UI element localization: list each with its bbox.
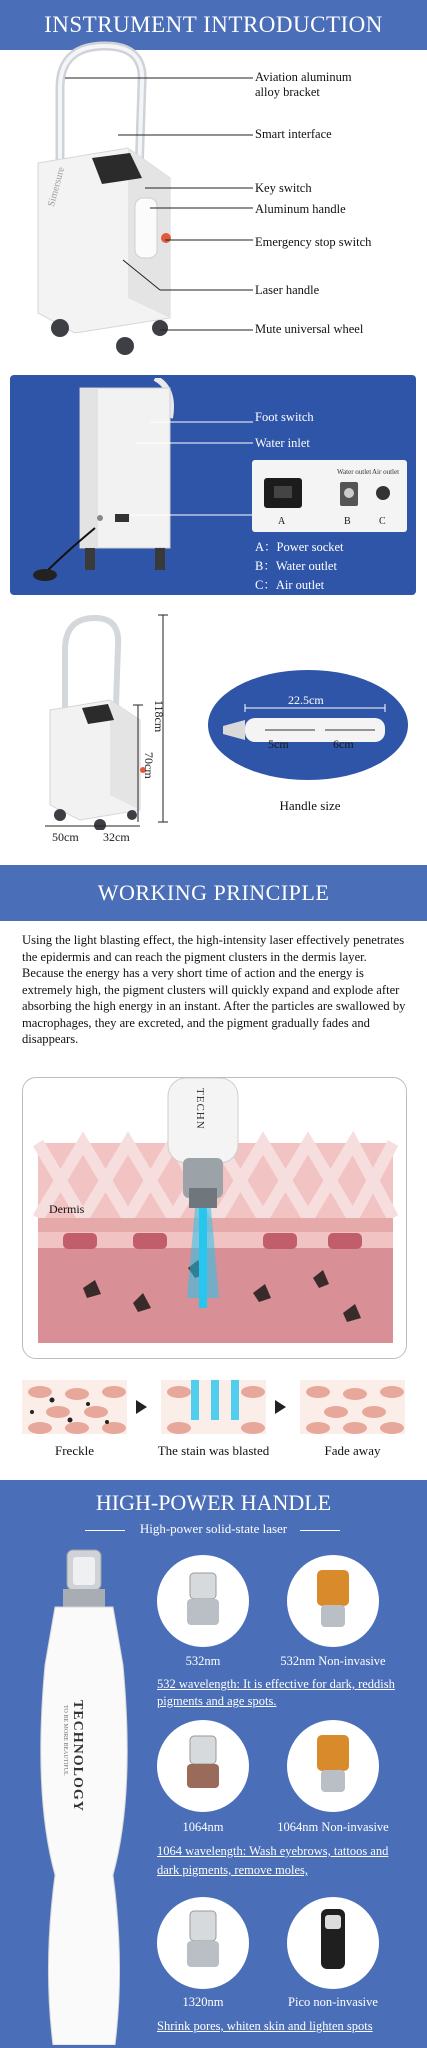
tip-1064-label: 1064nm <box>182 1820 224 1834</box>
connector-panel <box>252 460 407 532</box>
air-outlet-connector <box>376 486 390 500</box>
dim-height-total: 118cm <box>152 700 166 733</box>
tip-pico-image <box>287 1897 379 1989</box>
principle-header <box>0 865 427 921</box>
skin-diagram <box>22 1077 407 1359</box>
principle-paragraph: Using the light blasting effect, the high-intensity laser effectively penetrates the epidermis and can reach the pigment clusters in the dermis layer. Because the energy has a very short time of action and the energy is extremely high, the pigment clusters will quickly expand and explode after absorbing the high energy in an instant. After the particles are swallowed by macrophages, they are excreted, and the pigment gradually fades and disappears. <box>22 933 406 1046</box>
principle-title: WORKING PRINCIPLE <box>97 880 330 905</box>
tip-532-noninvasive-label: 532nm Non-invasive <box>280 1654 386 1668</box>
label-laser-handle: Laser handle <box>255 283 320 297</box>
step-freckle-label: Freckle <box>55 1443 94 1458</box>
handpiece-illustration <box>15 1545 155 2045</box>
label-smart-interface: Smart interface <box>255 127 332 141</box>
label-water-inlet: Water inlet <box>255 436 310 450</box>
tip-532-description: 532 wavelength: It is effective for dark, reddish pigments and age spots. <box>157 1677 395 1708</box>
water-outlet-connector <box>340 482 358 506</box>
tip-1064-noninvasive-image <box>287 1720 379 1812</box>
dim-width: 50cm <box>52 830 79 844</box>
tip-1064-noninvasive-label: 1064nm Non-invasive <box>277 1820 389 1834</box>
handle-section-a: 5cm <box>268 737 289 751</box>
step-blasted-image <box>161 1380 266 1434</box>
legend-air-outlet: C：Air outlet <box>255 578 325 592</box>
dim-body-height: 70cm <box>142 752 156 779</box>
step-fade-label: Fade away <box>324 1443 381 1458</box>
label-foot-switch: Foot switch <box>255 410 314 424</box>
handle-title: HIGH-POWER HANDLE <box>95 1490 332 1515</box>
handle-length: 22.5cm <box>288 693 324 707</box>
handpiece-text: TECHN <box>194 1088 206 1130</box>
label-key-switch: Key switch <box>255 181 312 195</box>
step-blasted-label: The stain was blasted <box>157 1443 270 1458</box>
tip-1064-description: 1064 wavelength: Wash eyebrows, tattoos and dark pigments, remove moles, <box>157 1844 389 1877</box>
tip-532-label: 532nm <box>185 1654 221 1668</box>
intro-title: INSTRUMENT INTRODUCTION <box>44 12 383 37</box>
step-arrow-2 <box>275 1400 286 1414</box>
tip-1064-image <box>157 1720 249 1812</box>
machine-brand: Simersure <box>46 165 68 208</box>
step-freckle-image <box>22 1380 127 1434</box>
handle-subtitle: High-power solid-state laser <box>139 1521 288 1536</box>
tip-1320-image <box>157 1897 249 1989</box>
dermis-label: Dermis <box>49 1202 85 1216</box>
panel-letter-a: A <box>278 516 286 527</box>
label-aluminum-handle: Aluminum handle <box>255 202 346 216</box>
tip-1320-label: 1320nm <box>182 1995 224 2009</box>
legend-water-outlet: B：Water outlet <box>255 559 337 573</box>
legend-power-socket: A：Power socket <box>255 540 344 554</box>
label-mute-wheel: Mute universal wheel <box>255 322 364 336</box>
tip-1320-description: Shrink pores, whiten skin and lighten spots <box>157 2019 373 2033</box>
tip-532-image <box>157 1555 249 1647</box>
intro-leader-lines <box>0 0 427 360</box>
tip-pico-label: Pico non-invasive <box>288 1995 378 2009</box>
handle-subtitle-line-right <box>300 1530 340 1531</box>
skin-layers-illustration <box>23 1078 406 1358</box>
handle-size-caption: Handle size <box>279 798 341 813</box>
tip-532-noninvasive-image <box>287 1555 379 1647</box>
handle-section-b: 6cm <box>333 737 354 751</box>
label-emergency-stop: Emergency stop switch <box>255 235 372 249</box>
handle-size-illustration <box>215 700 405 760</box>
step-arrow-1 <box>136 1400 147 1414</box>
handpiece-brand-text: TECHNOLOGY <box>70 1700 85 1812</box>
handpiece-brand-sub: TO BE MORE BEAUTIFUL <box>62 1705 68 1776</box>
panel-air-outlet-label: Air outlet <box>372 468 400 476</box>
panel-letter-b: B <box>344 516 351 527</box>
panel-water-outlet-label: Water outlet <box>337 468 372 476</box>
panel-letter-c: C <box>379 516 386 527</box>
power-socket <box>264 478 302 508</box>
dim-depth: 32cm <box>103 830 130 844</box>
label-aviation-bracket: Aviation aluminum alloy bracket <box>255 70 352 99</box>
step-fade-image <box>300 1380 405 1434</box>
